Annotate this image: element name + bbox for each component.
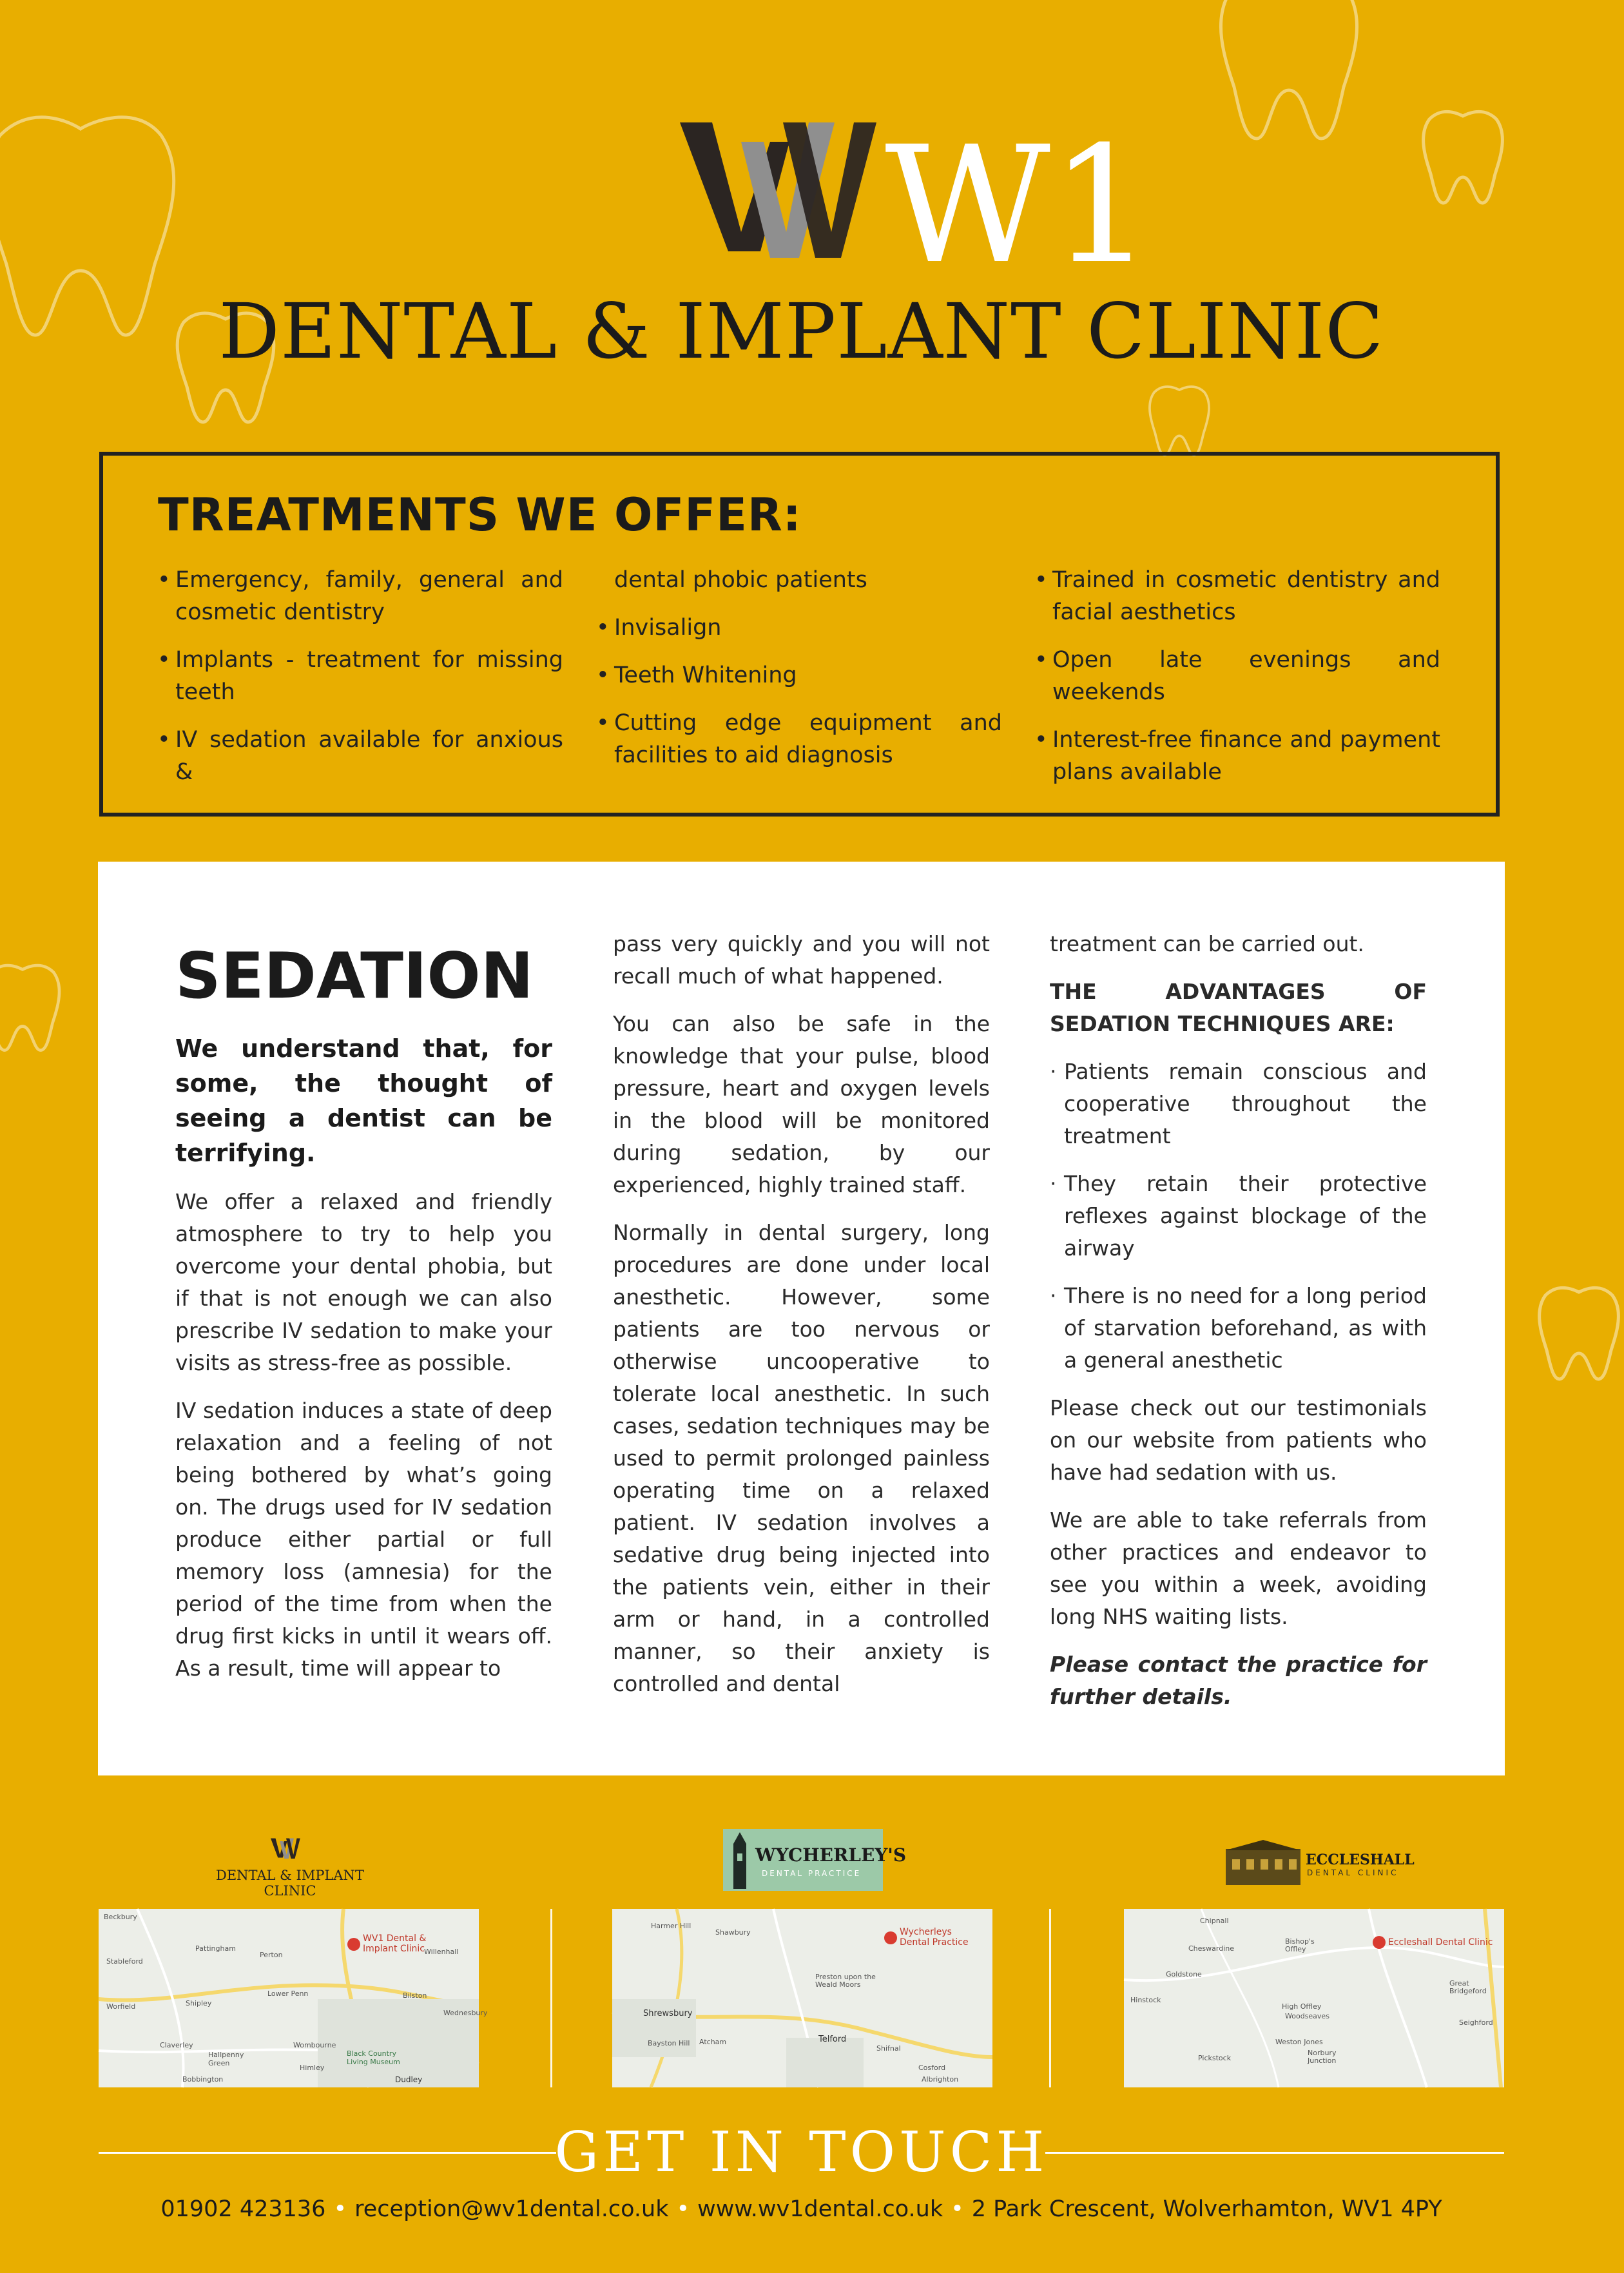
- treatments-title: TREATMENTS WE OFFER:: [158, 488, 802, 541]
- treatment-item: • Interest-free finance and payment plans available: [1034, 724, 1440, 788]
- building-icon: [1224, 1840, 1302, 1886]
- map-label: Weston Jones: [1275, 2038, 1323, 2046]
- get-in-touch-heading: GET IN TOUCH: [554, 2120, 1049, 2185]
- map-label: Wednesbury: [443, 2009, 488, 2017]
- map-label: Shawbury: [715, 1928, 751, 1937]
- map-label: Cosford: [918, 2064, 946, 2072]
- treatment-item: • Invisalign: [596, 612, 1002, 644]
- map-wv1[interactable]: [99, 1909, 488, 2087]
- map-label: Shrewsbury: [643, 2009, 693, 2018]
- advantages-heading: THE ADVANTAGES OF SEDATION TECHNIQUES ARE:: [1050, 979, 1427, 1036]
- map-label: Perton: [260, 1951, 283, 1959]
- map-label: Beckbury: [104, 1913, 137, 1921]
- clinic-name-heading: DENTAL & IMPLANT CLINIC: [218, 287, 1384, 376]
- map-label: Telford: [818, 2035, 847, 2044]
- map-label: Claverley: [160, 2041, 193, 2049]
- wv1-small-logo-icon: [271, 1833, 309, 1862]
- sedation-paragraph: You can also be safe in the knowledge that your pulse, blood pressure, heart and oxygen levels in the blood will be monitored during sedation, by our experienced, highly trained staff.: [613, 1011, 990, 1197]
- wv1-logo: [680, 103, 1154, 299]
- map-label: Great Bridgeford: [1449, 1979, 1487, 1995]
- wycherleys-practice-logo: [723, 1829, 907, 1891]
- map-divider: [1049, 1909, 1051, 2087]
- closing-note: Please contact the practice for further details.: [1050, 1652, 1427, 1709]
- advantage-item: · There is no need for a long period of starvation beforehand, as with a general anesthetic: [1050, 1280, 1427, 1377]
- map-label: Hinstock: [1130, 1996, 1161, 2004]
- contact-line: [0, 2196, 1603, 2222]
- map-label: Stableford: [106, 1957, 143, 1966]
- map-label: Atcham: [699, 2038, 727, 2046]
- sedation-paragraph: We offer a relaxed and friendly atmosphere to try to help you overcome your dental phobia, but if that is not enough we can also prescribe IV sedation to make your visits as stress-free as possible.: [175, 1189, 552, 1375]
- treatments-column-3: [1034, 564, 1440, 804]
- treatment-item: • IV sedation available for anxious &: [157, 724, 563, 788]
- map-label: Shipley: [186, 1999, 212, 2007]
- phone-number[interactable]: 01902 423136: [160, 2196, 326, 2222]
- map-label: Bishop's Offley: [1285, 1937, 1315, 1953]
- tooth-outline-decoration: [1134, 380, 1224, 458]
- treatment-item: • Emergency, family, general and cosmetic dentistry: [157, 564, 563, 628]
- wv1-practice-logo: [193, 1833, 387, 1899]
- map-label: Worfield: [106, 2002, 136, 2011]
- tooth-outline-decoration: [0, 954, 64, 1057]
- map-label: Harmer Hill: [651, 1922, 691, 1930]
- map-divider: [550, 1909, 552, 2087]
- map-label: Chipnall: [1200, 1917, 1229, 1925]
- wycherleys-name: WYCHERLEY'S: [755, 1844, 907, 1866]
- sedation-paragraph: treatment can be carried out.: [1050, 931, 1364, 956]
- map-label: Lower Penn: [267, 1989, 309, 1998]
- advantages-list: [1050, 1056, 1427, 1377]
- sedation-column-3: [1050, 928, 1427, 1728]
- map-label: Pattingham: [195, 1944, 236, 1953]
- map-label: Bilston: [403, 1991, 427, 2000]
- treatment-item: • Cutting edge equipment and facilities to aid diagnosis: [596, 707, 1002, 771]
- sedation-title: SEDATION: [175, 940, 534, 1013]
- advantage-item: · They retain their protective reflexes against blockage of the airway: [1050, 1168, 1427, 1264]
- map-label: Seighford: [1459, 2018, 1493, 2027]
- map-label: Bayston Hill: [648, 2039, 690, 2047]
- map-label: Black Country Living Museum: [347, 2049, 400, 2066]
- map-label: Cheswardine: [1188, 1944, 1234, 1953]
- map-wycherleys[interactable]: [612, 1909, 992, 2087]
- sedation-paragraph: Normally in dental surgery, long procedures are done under local anesthetic. However, some patients are too nervous or otherwise uncooperative to tolerate local anesthetic. In such cases, sedation techniques may be used to permit prolonged painless operating time on a relaxed patient. IV sedation involves a sedative drug being injected into the patients vein, either in their arm or hand, in a controlled manner, so their anxiety is controlled and dental: [613, 1220, 990, 1696]
- map-pin-label: Eccleshall Dental Clinic: [1388, 1937, 1493, 1948]
- sedation-paragraph: IV sedation induces a state of deep relaxation and a feeling of not being bothered by what’s going on. The drugs used for IV sedation produce either partial or full memory loss (amnesia) for the period of the time from when the drug first kicks in until it wears off. As a result, time will appear to: [175, 1398, 552, 1681]
- map-label: Bobbington: [182, 2075, 224, 2084]
- map-label: Pickstock: [1198, 2054, 1232, 2062]
- map-label: Woodseaves: [1285, 2012, 1329, 2020]
- tooth-outline-decoration: [1534, 1276, 1624, 1386]
- advantage-item: · Patients remain conscious and cooperative throughout the treatment: [1050, 1056, 1427, 1152]
- map-label: Shifnal: [876, 2044, 901, 2053]
- sedation-paragraph: pass very quickly and you will not recall much of what happened.: [613, 931, 990, 989]
- map-eccleshall[interactable]: [1124, 1909, 1504, 2087]
- map-label: Himley: [300, 2064, 325, 2072]
- logo-numeral: W1: [885, 111, 1154, 299]
- sedation-lead: We understand that, for some, the thought of seeing a dentist can be terrifying.: [175, 1034, 552, 1167]
- church-tower-icon: [727, 1831, 753, 1889]
- sedation-column-1: [175, 928, 552, 1700]
- eccleshall-practice-logo: [1224, 1840, 1415, 1891]
- sedation-paragraph: Please check out our testimonials on our website from patients who have had sedation with us.: [1050, 1395, 1427, 1485]
- treatments-column-2: [596, 564, 1002, 787]
- map-pin-label: Wycherleys Dental Practice: [900, 1927, 969, 1948]
- map-label: Goldstone: [1166, 1970, 1202, 1978]
- map-label: Wombourne: [293, 2041, 336, 2049]
- separator-dot: •: [676, 2196, 690, 2222]
- wv1-practice-name: DENTAL & IMPLANT CLINIC: [216, 1868, 364, 1899]
- treatment-item: • Implants - treatment for missing teeth: [157, 644, 563, 708]
- map-label: Hallpenny Green: [208, 2051, 244, 2067]
- separator-dot: •: [951, 2196, 964, 2222]
- website-link[interactable]: www.wv1dental.co.uk: [697, 2196, 943, 2222]
- map-label: Albrighton: [922, 2075, 959, 2084]
- treatment-item: • Trained in cosmetic dentistry and facial aesthetics: [1034, 564, 1440, 628]
- map-pin-label: WV1 Dental & Implant Clinic: [363, 1933, 427, 1954]
- tooth-outline-decoration: [1212, 0, 1366, 142]
- address: 2 Park Crescent, Wolverhamton, WV1 4PY: [971, 2196, 1442, 2222]
- treatments-column-1: [157, 564, 563, 804]
- eccleshall-subtitle: DENTAL CLINIC: [1307, 1868, 1399, 1877]
- treatment-item: • Open late evenings and weekends: [1034, 644, 1440, 708]
- wycherleys-subtitle: DENTAL PRACTICE: [762, 1869, 862, 1878]
- tooth-outline-decoration: [1418, 103, 1508, 206]
- map-label: Preston upon the Weald Moors: [815, 1973, 876, 1989]
- map-label: Dudley: [395, 2075, 423, 2084]
- map-label: Willenhall: [424, 1948, 459, 1956]
- separator-dot: •: [333, 2196, 347, 2222]
- sedation-paragraph: We are able to take referrals from other practices and endeavor to see you within a week, avoiding long NHS waiting lists.: [1050, 1507, 1427, 1629]
- treatment-item-continuation: dental phobic patients: [614, 567, 867, 593]
- map-label: Norbury Junction: [1308, 2049, 1337, 2065]
- eccleshall-name: ECCLESHALL: [1306, 1852, 1415, 1868]
- email-link[interactable]: reception@wv1dental.co.uk: [354, 2196, 669, 2222]
- sedation-column-2: [613, 928, 990, 1716]
- map-label: High Offley: [1282, 2002, 1322, 2011]
- treatment-item: • Teeth Whitening: [596, 659, 1002, 692]
